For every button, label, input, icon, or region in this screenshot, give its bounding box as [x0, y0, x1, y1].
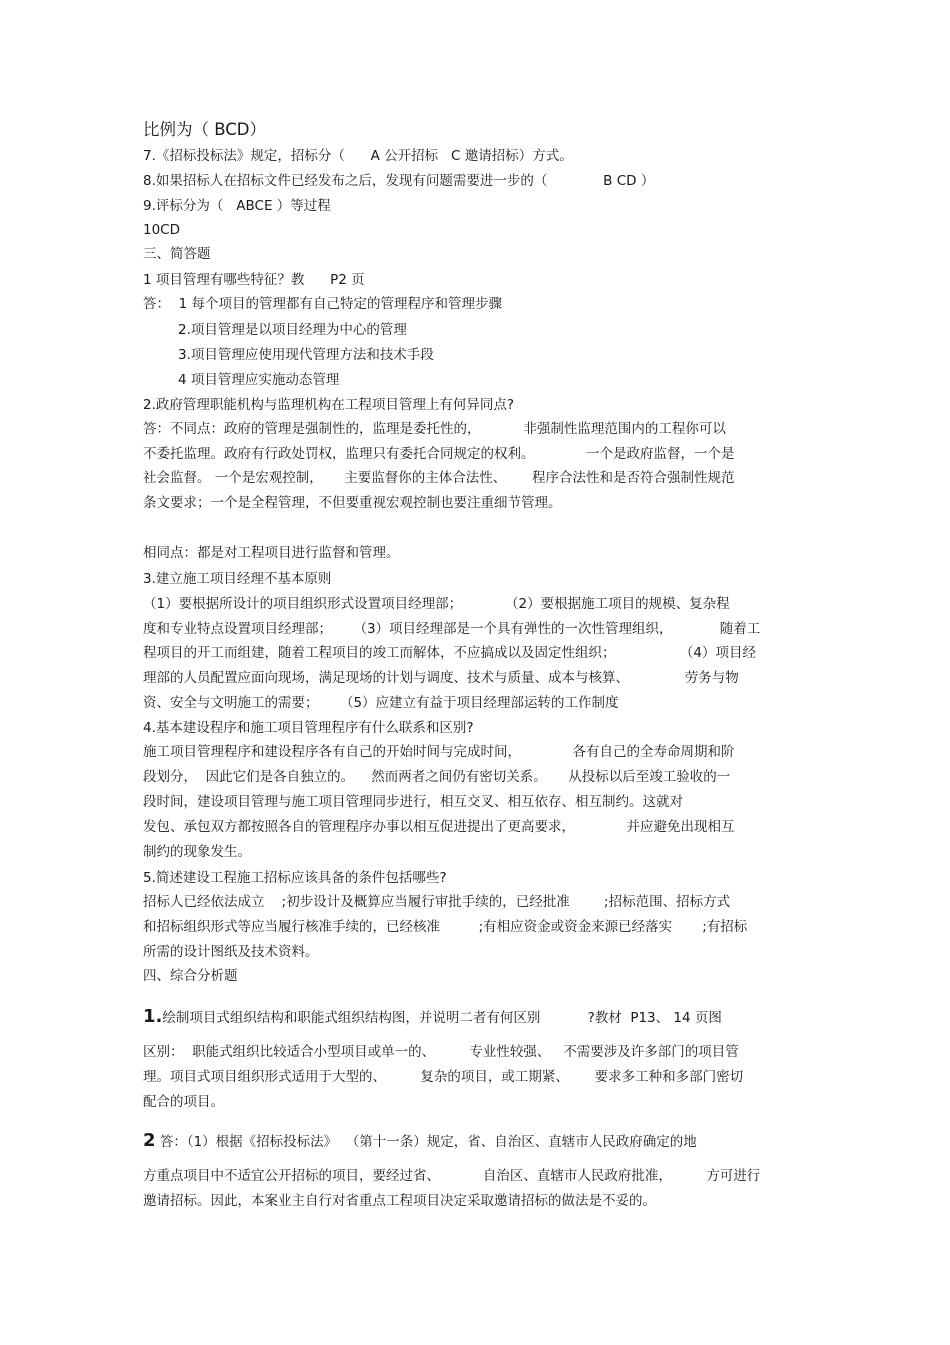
- answer-line: 发包、承包双方都按照各自的管理程序办事以相互促进提出了更高要求， 并应避免出现相互: [143, 819, 735, 835]
- answer-line: 度和专业特点设置项目经理部； （3）项目经理部是一个具有弹性的一次性管理组织， 随着工: [143, 621, 761, 637]
- answer-line: 招标人已经依法成立 ;初步设计及概算应当履行审批手续的，已经批准 ;招标范围、招标方式: [143, 894, 731, 910]
- answer-line: 相同点：都是对工程项目进行监督和管理。: [143, 545, 400, 561]
- question-heading: 5.简述建设工程施工招标应该具备的条件包括哪些?: [143, 870, 447, 886]
- answer-line: 制约的现象发生。: [143, 844, 251, 860]
- answer-line: 配合的项目。: [143, 1094, 224, 1110]
- answer-line: 答：不同点：政府的管理是强制性的，监理是委托性的， 非强制性监理范围内的工程你可以: [143, 421, 726, 437]
- answer-line: 理部的人员配置应面向现场，满足现场的计划与调度、技术与质量、成本与核算、 劳务与物: [143, 670, 739, 686]
- answer-line: 所需的设计图纸及技术资料。: [143, 944, 319, 960]
- text-line: 9.评标分为（ ABCE ）等过程: [143, 198, 331, 214]
- answer-line: 段时间，建设项目管理与施工项目管理同步进行，相互交叉、相互依存、相互制约。这就对: [143, 794, 683, 810]
- question-heading: 3.建立施工项目经理不基本原则: [143, 571, 332, 587]
- section-heading: 三、简答题: [143, 246, 211, 262]
- question-text: 答：（1）根据《招标投标法》 （第十一条）规定，省、自治区、直辖市人民政府确定的地: [155, 1134, 697, 1150]
- answer-line: 和招标组织形式等应当履行核准手续的，已经核准 ;有相应资金或资金来源已经落实 ;有招标: [143, 919, 748, 935]
- answer-line: 2.项目管理是以项目经理为中心的管理: [178, 322, 407, 338]
- question-1-heading: [143, 1008, 722, 1027]
- section-heading: 四、综合分析题: [143, 968, 238, 984]
- question-text: 绘制项目式组织结构和职能式组织结构图，并说明二者有何区别 ?教材 P13、 14 页图: [162, 1010, 722, 1026]
- answer-line: 资、安全与文明施工的需要； （5）应建立有益于项目经理部运转的工作制度: [143, 695, 619, 711]
- answer-line: 施工项目管理程序和建设程序各有自己的开始时间与完成时间， 各有自己的全寿命周期和阶: [143, 744, 735, 760]
- answer-line: 条文要求；一个是全程管理，不但要重视宏观控制也要注重细节管理。: [143, 495, 562, 511]
- answer-line: 不委托监理。政府有行政处罚权，监理只有委托合同规定的权利。 一个是政府监督，一个是: [143, 446, 735, 462]
- text-line: 7.《招标投标法》规定，招标分（ A 公开招标 C 邀请招标）方式。: [143, 148, 573, 164]
- answer-line: 段划分， 因此它们是各自独立的。 然而两者之间仍有密切关系。 从投标以后至竣工验收的一: [143, 769, 731, 785]
- answer-line: 程项目的开工而组建，随着工程项目的竣工而解体，不应搞成以及固定性组织； （4）项目经: [143, 645, 756, 661]
- answer-line: 邀请招标。因此，本案业主自行对省重点工程项目决定采取邀请招标的做法是不妥的。: [143, 1193, 656, 1209]
- text-line: 比例为（ BCD）: [143, 120, 267, 139]
- answer-line: 4 项目管理应实施动态管理: [178, 372, 340, 388]
- question-number: 1.: [143, 1006, 163, 1027]
- answer-line: 理。项目式项目组织形式适用于大型的、 复杂的项目，或工期紧、 要求多工种和多部门密切: [143, 1069, 744, 1085]
- question-heading: 4.基本建设程序和施工项目管理程序有什么联系和区别?: [143, 720, 474, 736]
- question-number: 2: [143, 1130, 156, 1151]
- answer-line: 区别： 职能式组织比较适合小型项目或单一的、 专业性较强、 不需要涉及许多部门的项目管: [143, 1044, 739, 1060]
- text-line: 10CD: [143, 222, 180, 238]
- answer-line: 答： 1 每个项目的管理都有自己特定的管理程序和管理步骤: [143, 296, 502, 312]
- answer-line: 方重点项目中不适宜公开招标的项目，要经过省、 自治区、直辖市人民政府批准， 方可进行: [143, 1168, 761, 1184]
- answer-line: （1）要根据所设计的项目组织形式设置项目经理部； （2）要根据施工项目的规模、复杂程: [143, 596, 730, 612]
- text-line: 8.如果招标人在招标文件已经发布之后，发现有问题需要进一步的（ B CD ）: [143, 173, 655, 189]
- question-2-heading: [143, 1132, 697, 1151]
- question-heading: 1 项目管理有哪些特征？教 P2 页: [143, 272, 365, 288]
- question-heading: 2.政府管理职能机构与监理机构在工程项目管理上有何异同点?: [143, 397, 515, 413]
- answer-line: 3.项目管理应使用现代管理方法和技术手段: [178, 347, 434, 363]
- answer-line: 社会监督。 一个是宏观控制， 主要监督你的主体合法性、 程序合法性和是否符合强制性规范: [143, 470, 735, 486]
